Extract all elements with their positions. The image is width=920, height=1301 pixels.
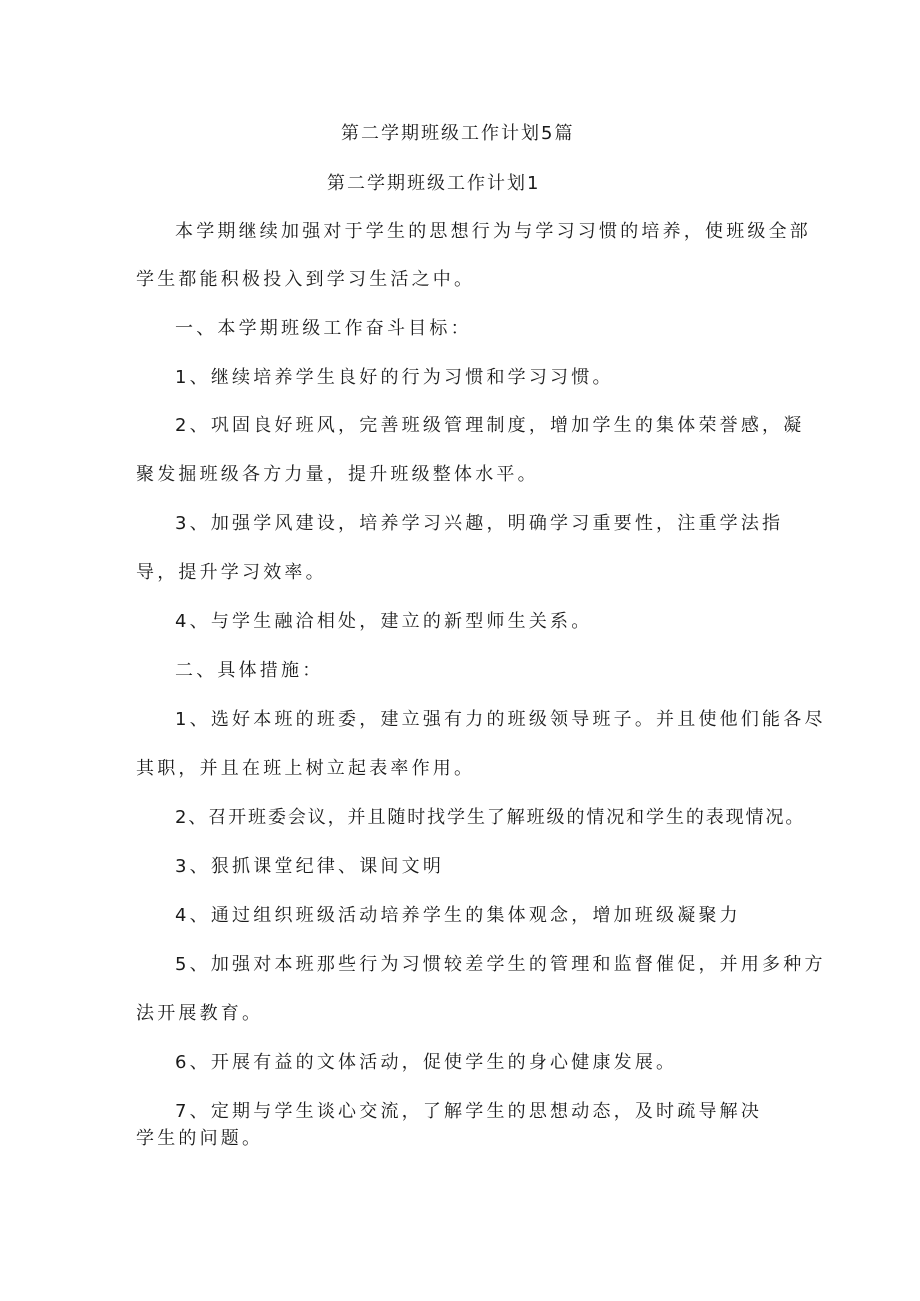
main-title: 第二学期班级工作计划5篇 bbox=[341, 123, 575, 144]
section2-heading: 二、具体措施： bbox=[175, 660, 324, 681]
intro-line-1: 本学期继续加强对于学生的思想行为与学习习惯的培养，使班级全部 bbox=[175, 221, 811, 242]
measure-3-line-1: 3、狠抓课堂纪律、课间文明 bbox=[175, 856, 445, 877]
measure-7-line-1: 7、定期与学生谈心交流，了解学生的思想动态，及时疏导解决 bbox=[175, 1101, 763, 1122]
measure-1-line-1: 1、选好本班的班委，建立强有力的班级领导班子。并且使他们能各尽 bbox=[175, 709, 826, 730]
subtitle: 第二学期班级工作计划1 bbox=[327, 173, 541, 194]
measure-7-line-2: 学生的问题。 bbox=[136, 1128, 264, 1149]
measure-1-line-2: 其职，并且在班上树立起表率作用。 bbox=[136, 758, 476, 779]
measure-5-line-1: 5、加强对本班那些行为习惯较差学生的管理和监督催促，并用多种方 bbox=[175, 954, 826, 975]
goal-4-line-1: 4、与学生融洽相处，建立的新型师生关系。 bbox=[175, 611, 593, 632]
measure-6-line-1: 6、开展有益的文体活动，促使学生的身心健康发展。 bbox=[175, 1052, 678, 1073]
goal-2-line-2: 聚发掘班级各方力量，提升班级整体水平。 bbox=[136, 464, 539, 485]
goal-1-line-1: 1、继续培养学生良好的行为习惯和学习习惯。 bbox=[175, 367, 614, 388]
intro-line-2: 学生都能积极投入到学习生活之中。 bbox=[136, 269, 476, 290]
goal-3-line-1: 3、加强学风建设，培养学习兴趣，明确学习重要性，注重学法指 bbox=[175, 513, 784, 534]
measure-4-line-1: 4、通过组织班级活动培养学生的集体观念，增加班级凝聚力 bbox=[175, 905, 741, 926]
measure-2-line-1: 2、召开班委会议，并且随时找学生了解班级的情况和学生的表现情况。 bbox=[175, 807, 806, 828]
measure-5-line-2: 法开展教育。 bbox=[136, 1003, 264, 1024]
section1-heading: 一、本学期班级工作奋斗目标： bbox=[175, 318, 472, 339]
goal-3-line-2: 导，提升学习效率。 bbox=[136, 562, 327, 583]
goal-2-line-1: 2、巩固良好班风，完善班级管理制度，增加学生的集体荣誉感，凝 bbox=[175, 415, 805, 436]
